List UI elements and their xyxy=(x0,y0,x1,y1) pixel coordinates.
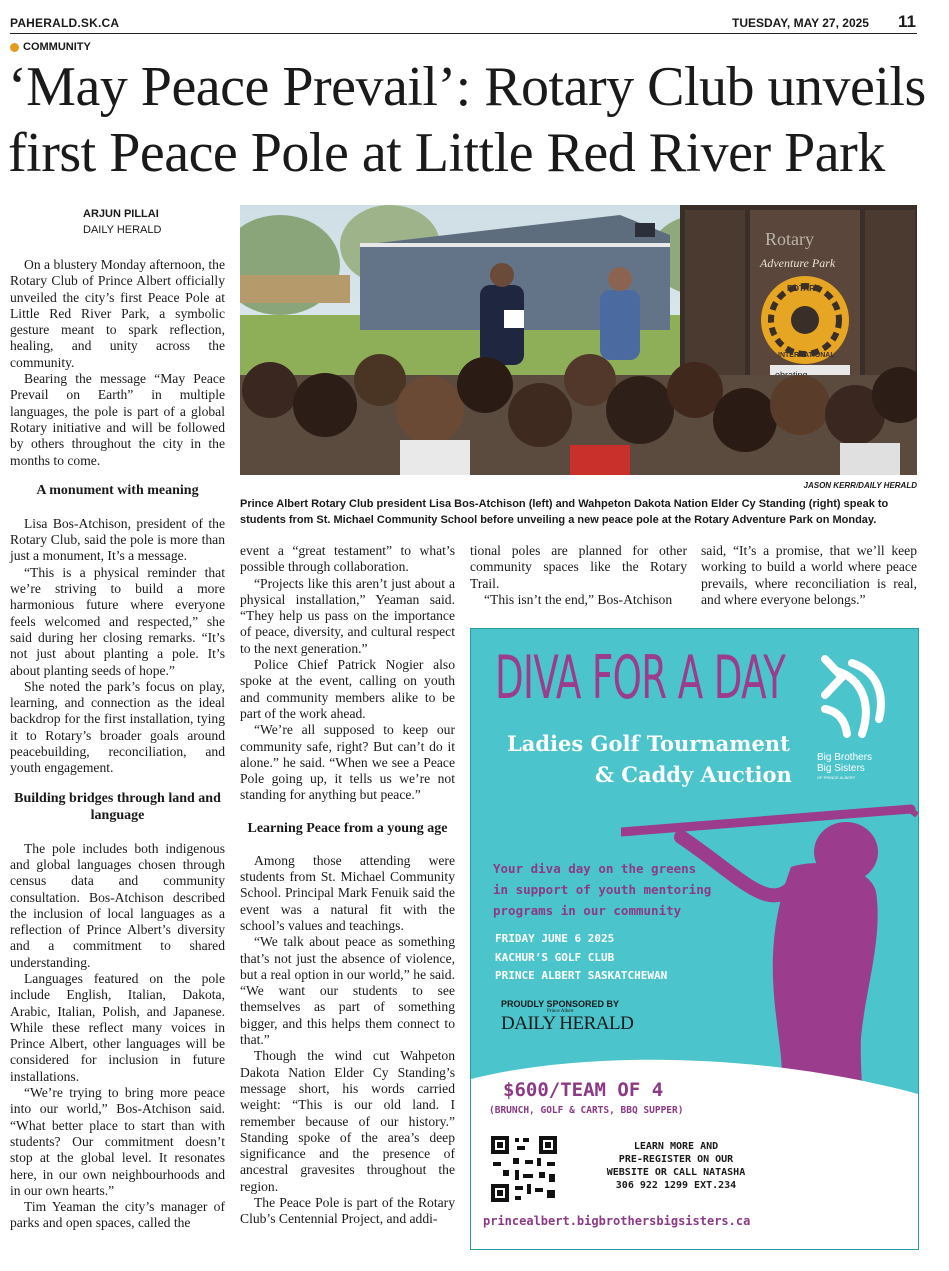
section-label xyxy=(10,41,91,53)
paragraph: Though the wind cut Wahpeton Dakota Nation Elder Cy Standing’s message short, his words carried weight: “This is our old land. I remember because of our history.” Standing spoke of the area’s deep significance and the presence of ancestral gravesites throughout the region. xyxy=(240,1048,455,1194)
emblem-bottom-text: INTERNATIONAL xyxy=(778,352,835,359)
bbbs-logo-icon xyxy=(817,649,887,739)
paragraph: Police Chief Patrick Nogier also spoke at the event, calling on youth and community members alike to be part of the work ahead. xyxy=(240,657,455,721)
bbbs-org-line-2: Big Sisters xyxy=(817,763,865,774)
photo-illustration xyxy=(240,205,917,475)
headline xyxy=(8,54,933,186)
paragraph: “This is a physical reminder that we’re striving to build a more harmonious future where everyone feels welcomed and respected,” she said during her closing remarks. “It’s not just about planting a pole. It’s about planting seeds of hope.” xyxy=(10,564,225,678)
article-photo xyxy=(240,205,917,475)
sponsor-logo: DAILY HERALD xyxy=(501,1013,634,1034)
photo-caption: Prince Albert Rotary Club president Lisa Bos-Atchison (left) and Wahpeton Dakota Nation Elder Cy Standing (right) speak to students from St. Michael Community School before unveiling a new peace pole at the Rotary Adventure Park on Monday. xyxy=(240,498,889,526)
paragraph: The Peace Pole is part of the Rotary Club’s Centennial Project, and addi- xyxy=(240,1194,455,1227)
header-rule xyxy=(10,33,917,34)
cta-line-1: LEARN MORE AND xyxy=(633,1141,719,1152)
issue-date: TUESDAY, MAY 27, 2025 xyxy=(732,16,869,30)
site-url[interactable]: PAHERALD.SK.CA xyxy=(10,16,120,30)
section-label-text: COMMUNITY xyxy=(23,41,91,53)
paragraph: On a blustery Monday afternoon, the Rotary Club of Prince Albert officially unveiled the city’s first Peace Pole at Little Red River Park, a symbolic gesture meant to spark reflection, healing, and unity across the community. xyxy=(10,257,225,370)
ad-tagline-3: programs in our community xyxy=(493,903,682,918)
bbbs-org-line-1: Big Brothers xyxy=(817,752,873,763)
section-dot-icon xyxy=(10,43,19,52)
cta-line-2: PRE-REGISTER ON OUR xyxy=(618,1154,734,1165)
price-note: (BRUNCH, GOLF & CARTS, BBQ SUPPER) xyxy=(489,1105,684,1116)
paragraph: tional poles are planned for other community spaces like the Rotary Trail. xyxy=(470,543,687,591)
paragraph: “Projects like this aren’t just about a physical installation,” Yeaman said. “They help us pass on the importance of peace, diversity, and cultural respect to the next generation.” xyxy=(240,575,455,656)
article-column-4 xyxy=(701,543,917,608)
qr-code-icon[interactable] xyxy=(489,1134,559,1204)
ad-website-link[interactable]: princealbert.bigbrothersbigsisters.ca xyxy=(483,1214,751,1228)
paragraph: Lisa Bos-Atchison, president of the Rotary Club, said the pole is more than just a monument, It’s a message. xyxy=(10,515,225,564)
headline-line-2: first Peace Pole at Little Red River Park xyxy=(8,122,885,184)
sponsor-small: Prince Albert xyxy=(547,1009,574,1014)
event-venue: KACHUR’S GOLF CLUB xyxy=(495,951,615,964)
sponsor-label: PROUDLY SPONSORED BY xyxy=(501,999,620,1009)
ad-subtitle-2: & Caddy Auction xyxy=(595,762,792,787)
headline-line-1: ‘May Peace Prevail’: Rotary Club unveils xyxy=(8,56,926,118)
subheading: Building bridges through land and language xyxy=(14,790,221,823)
sign-subtitle: Adventure Park xyxy=(760,256,836,270)
subheading: A monument with meaning xyxy=(36,482,199,498)
emblem-top-text: ROTARY xyxy=(787,284,820,293)
ad-subtitle-1: Ladies Golf Tournament xyxy=(507,731,790,756)
bbbs-org-line-3: OF PRINCE ALBERT xyxy=(817,775,856,780)
paragraph: “We’re trying to bring more peace into our world,” Bos-Atchison said. “What better place to start than with students? Our commitment doesn’t stop at the global level. It resonates here, in our own neighbourhoods and in our own hearts.” xyxy=(10,1085,225,1198)
sign-title: Rotary xyxy=(765,229,814,249)
paragraph: event a “great testament” to what’s possible through collaboration. xyxy=(240,543,455,575)
paragraph: Languages featured on the pole include English, Italian, Dakota, Arabic, Italian, Polish, and Japanese. While these reflect many voices in Prince Albert, other languages will be considered for inclusion in future installations. xyxy=(10,970,225,1084)
cta-line-3: WEBSITE OR CALL NATASHA xyxy=(606,1167,746,1178)
ad-title: DIVA FOR A DAY xyxy=(495,643,786,713)
paragraph: She noted the park’s focus on play, learning, and connection as the ideal backdrop for the first installation, tying it to Rotary’s broader goals around peacebuilding, reconciliation, and youth engagement. xyxy=(10,678,225,776)
paragraph: Tim Yeaman the city’s manager of parks and open spaces, called the xyxy=(10,1199,225,1231)
subheading: Learning Peace from a young age xyxy=(247,820,448,836)
byline-publication: DAILY HERALD xyxy=(83,224,162,236)
paragraph: said, “It’s a promise, that we’ll keep working to build a world where peace prevails, where reconciliation is real, and where everyone belongs.” xyxy=(701,543,917,607)
page-number: 11 xyxy=(898,12,916,31)
article-column-3 xyxy=(470,543,687,608)
paragraph: The pole includes both indigenous and global languages chosen through census data and community consultation. Bos-Atchison described the inclusion of local languages as a reflection of Prince Albert’s diversity and a commitment to shared understanding. xyxy=(10,840,225,970)
ad-tagline-2: in support of youth mentoring xyxy=(493,882,712,897)
byline-author: ARJUN PILLAI xyxy=(83,208,159,220)
paragraph: Among those attending were students from St. Michael Community School. Principal Mark Fenuik said the event was a natural fit with the school’s values and teachings. xyxy=(240,852,455,933)
cta-phone[interactable]: 306 922 1299 EXT.234 xyxy=(615,1180,737,1191)
paragraph: Bearing the message “May Peace Prevail on Earth” in multiple languages, the pole is part of a global Rotary initiative and will be followed by others throughout the city in the months to come. xyxy=(10,371,225,468)
event-city: PRINCE ALBERT SASKATCHEWAN xyxy=(495,969,668,982)
article-column-2 xyxy=(240,543,455,1228)
article-column-1 xyxy=(10,257,225,1232)
advertisement[interactable] xyxy=(470,628,919,1250)
event-date: FRIDAY JUNE 6 2025 xyxy=(495,932,615,945)
paragraph: “This isn’t the end,” Bos-Atchison xyxy=(484,591,673,607)
photo-credit: JASON KERR/DAILY HERALD xyxy=(803,481,917,490)
paragraph: “We talk about peace as something that’s not just the absence of violence, but a real option in our world,” he said. “We want our students to see themselves as part of something bigger, and this helps them connect to that.” xyxy=(240,934,455,1048)
ad-tagline-1: Your diva day on the greens xyxy=(493,861,697,876)
paragraph: “We’re all supposed to keep our community safe, right? But can’t do it alone.” he said. “When we see a Peace Pole going up, it tells us we’re not standing for anything but peace.” xyxy=(240,722,455,803)
price: $600/TEAM OF 4 xyxy=(503,1079,664,1101)
